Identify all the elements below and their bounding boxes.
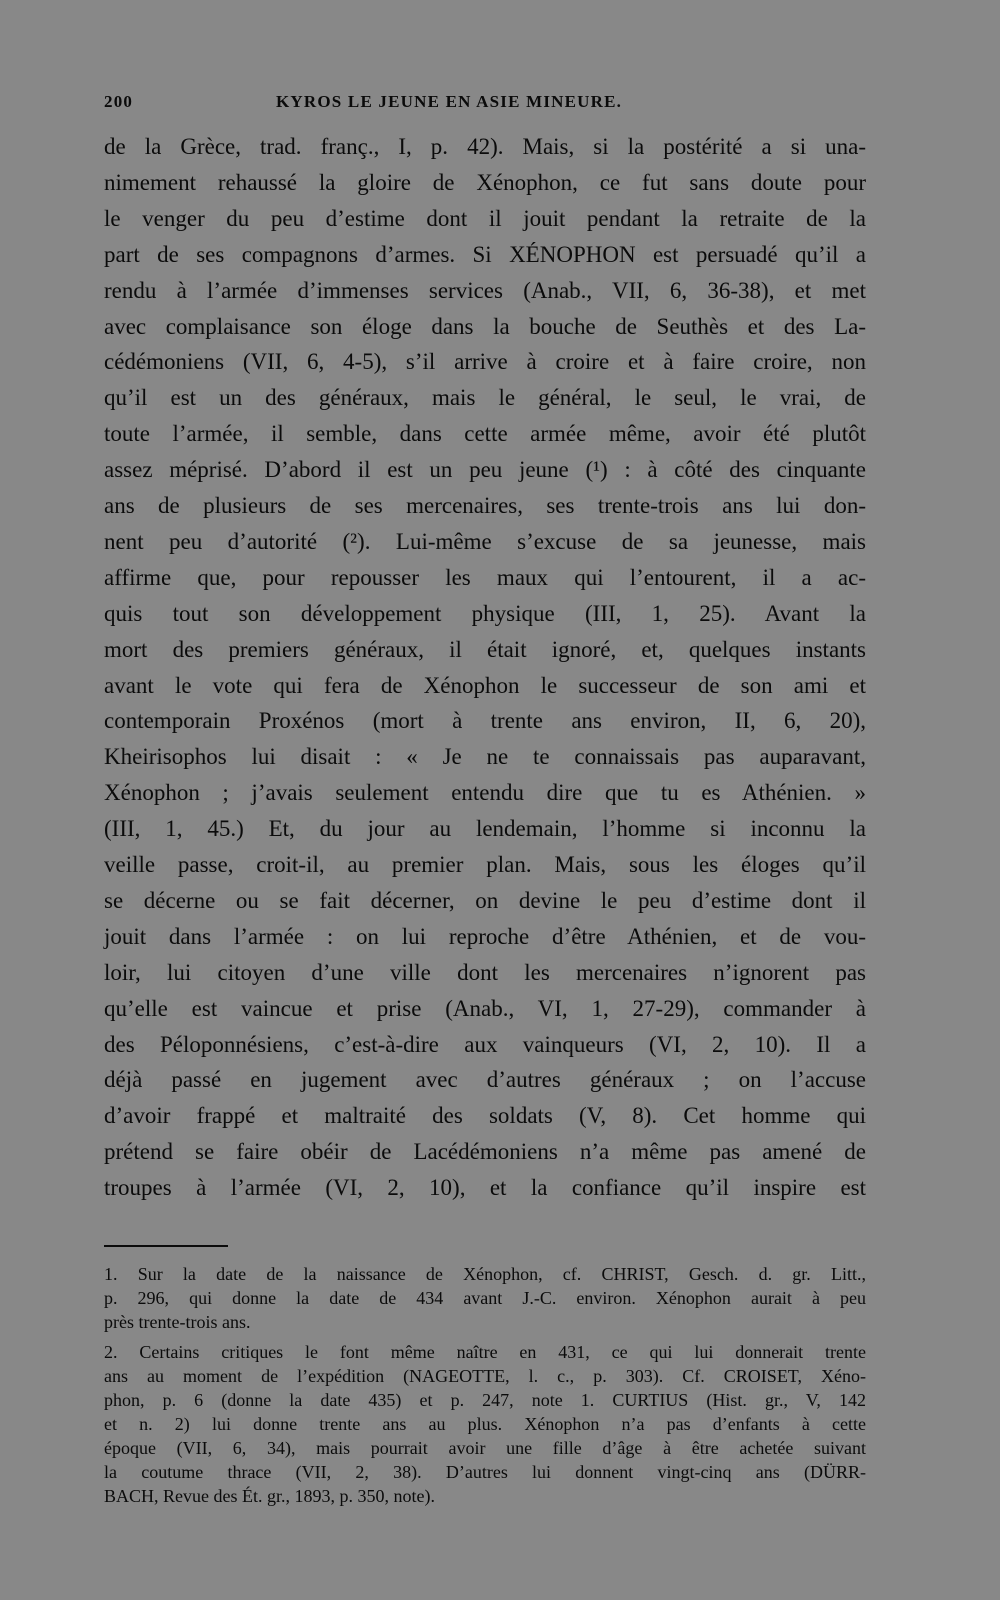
text-line: qu’il est un des généraux, mais le général, le seul, le vrai, de <box>104 385 866 411</box>
text-line: veille passe, croit-il, au premier plan. Mais, sous les éloges qu’il <box>104 852 866 877</box>
text-line: mort des premiers généraux, il était ignoré, et, quelques instants <box>104 636 866 662</box>
text-line: troupes à l’armée (VI, 2, 10), et la confiance qu’il inspire est <box>104 1175 866 1201</box>
footnote-line: 2. Certains critiques le font même naître en 431, ce qui lui donnerait trente <box>104 1342 866 1362</box>
text-line: de la Grèce, trad. franç., I, p. 42). Mais, si la postérité a si una- <box>104 134 866 159</box>
text-line: avec complaisance son éloge dans la bouche de Seuthès et des La- <box>104 313 866 339</box>
text-line: jouit dans l’armée : on lui reproche d’être Athénien, et de vou- <box>104 923 866 949</box>
text-line: Kheirisophos lui disait : « Je ne te connaissais pas auparavant, <box>104 744 866 770</box>
text-line: rendu à l’armée d’immenses services (Anab., VII, 6, 36-38), et met <box>104 277 866 303</box>
text-line: qu’elle est vaincue et prise (Anab., VI, 1, 27-29), commander à <box>104 995 866 1021</box>
text-line: se décerne ou se fait décerner, on devine le peu d’estime dont il <box>104 887 866 913</box>
text-line: quis tout son développement physique (III, 1, 25). Avant la <box>104 600 866 626</box>
text-line: nimement rehaussé la gloire de Xénophon, ce fut sans doute pour <box>104 169 866 195</box>
text-line: assez méprisé. D’abord il est un peu jeune (¹) : à côté des cinquante <box>104 457 866 483</box>
footnote-line: phon, p. 6 (donne la date 435) et p. 247, note 1. CURTIUS (Hist. gr., V, 142 <box>104 1390 866 1410</box>
running-title: KYROS LE JEUNE EN ASIE MINEURE. <box>276 92 623 111</box>
text-line: ans de plusieurs de ses mercenaires, ses trente-trois ans lui don- <box>104 493 866 518</box>
text-line: avant le vote qui fera de Xénophon le successeur de son ami et <box>104 672 866 698</box>
footnote-line: 1. Sur la date de la naissance de Xénophon, cf. CHRIST, Gesch. d. gr. Litt., <box>104 1264 866 1284</box>
text-line: déjà passé en jugement avec d’autres généraux ; on l’accuse <box>104 1067 866 1093</box>
text-line: (III, 1, 45.) Et, du jour au lendemain, l’homme si inconnu la <box>104 816 866 842</box>
footnote-divider <box>104 1245 228 1247</box>
running-header <box>104 92 864 118</box>
text-line: loir, lui citoyen d’une ville dont les mercenaires n’ignorent pas <box>104 959 866 985</box>
page-number: 200 <box>104 92 134 111</box>
text-line: part de ses compagnons d’armes. Si XÉNOPHON est persuadé qu’il a <box>104 241 866 267</box>
text-line: affirme que, pour repousser les maux qui l’entourent, il a ac- <box>104 564 866 590</box>
footnote-line: et n. 2) lui donne trente ans au plus. Xénophon n’a pas d’enfants à cette <box>104 1414 866 1434</box>
footnote-line: époque (VII, 6, 34), mais pourrait avoir une fille d’âge à être achetée suivant <box>104 1438 866 1458</box>
text-line: nent peu d’autorité (²). Lui-même s’excuse de sa jeunesse, mais <box>104 528 866 554</box>
footnote-line: la coutume thrace (VII, 2, 38). D’autres lui donnent vingt-cinq ans (DÜRR- <box>104 1462 866 1482</box>
footnote-line: p. 296, qui donne la date de 434 avant J.-C. environ. Xénophon aurait à peu <box>104 1288 866 1308</box>
text-line: le venger du peu d’estime dont il jouit pendant la retraite de la <box>104 205 866 231</box>
footnote-line: BACH, Revue des Ét. gr., 1893, p. 350, note). <box>104 1486 435 1506</box>
text-line: cédémoniens (VII, 6, 4-5), s’il arrive à croire et à faire croire, non <box>104 349 866 375</box>
text-line: Xénophon ; j’avais seulement entendu dire que tu es Athénien. » <box>104 780 866 806</box>
text-line: des Péloponnésiens, c’est-à-dire aux vainqueurs (VI, 2, 10). Il a <box>104 1031 866 1057</box>
text-line: toute l’armée, il semble, dans cette armée même, avoir été plutôt <box>104 421 866 447</box>
footnote-line: ans au moment de l’expédition (NAGEOTTE, l. c., p. 303). Cf. CROISET, Xéno- <box>104 1366 866 1386</box>
footnote-line: près trente-trois ans. <box>104 1312 251 1332</box>
text-line: contemporain Proxénos (mort à trente ans environ, II, 6, 20), <box>104 708 866 734</box>
text-line: d’avoir frappé et maltraité des soldats (V, 8). Cet homme qui <box>104 1103 866 1129</box>
text-line: prétend se faire obéir de Lacédémoniens n’a même pas amené de <box>104 1139 866 1165</box>
